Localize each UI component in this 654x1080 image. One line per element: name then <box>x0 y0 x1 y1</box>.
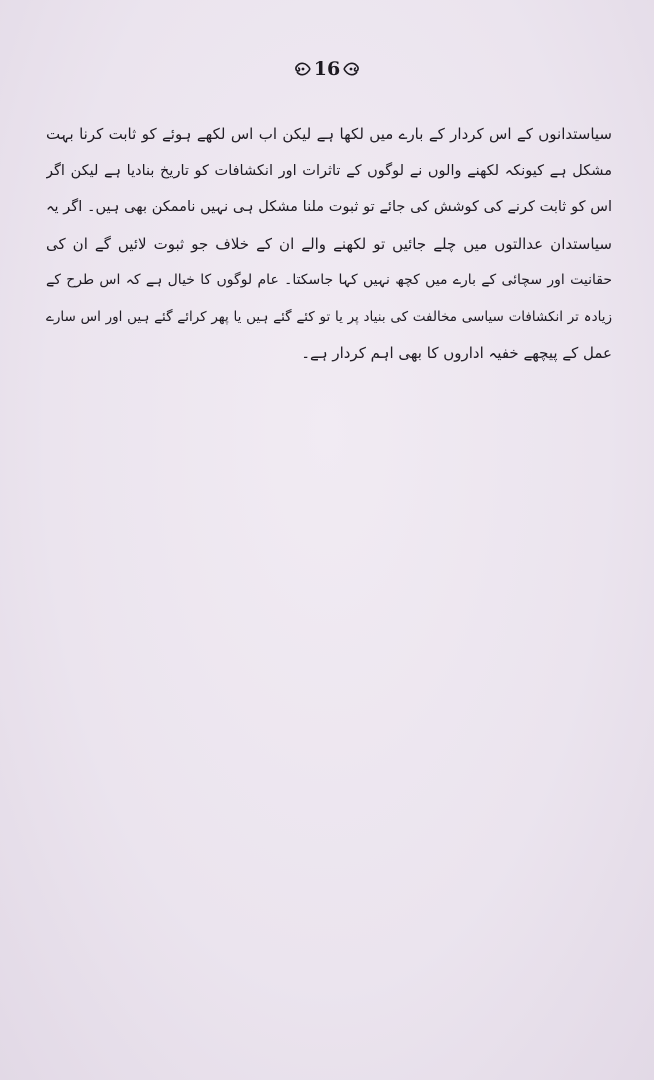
page-number: 16 <box>313 58 341 80</box>
text-line: مشکل ہے کیونکہ لکھنے والوں نے لوگوں کے تاثرات اور انکشافات کو تاریخ بنادیا ہے لیکن اگر <box>46 162 612 179</box>
text-line: اس کو ثابت کرنے کی کوشش کی جائے تو ثبوت ملنا مشکل ہی نہیں ناممکن بھی ہیں۔ اگر یہ <box>46 199 612 215</box>
text-line: زیادہ تر انکشافات سیاسی مخالفت کی بنیاد پر یا تو کئے گئے ہیں یا پھر کرائے گئے ہیں اور اس سارے <box>46 308 612 325</box>
text-line: سیاستدانوں کے اس کردار کے بارے میں لکھا ہے لیکن اب اس لکھے ہوئے کو ثابت کرنا بہت <box>46 125 612 143</box>
ornament-left-icon <box>294 58 312 80</box>
body-paragraph <box>46 116 612 372</box>
text-line: حقانیت اور سچائی کے بارے میں کچھ نہیں کہا جاسکتا۔ عام لوگوں کا خیال ہے کہ اس طرح کے <box>46 272 612 288</box>
text-line: عمل کے پیچھے خفیہ اداروں کا بھی اہم کردار ہے۔ <box>301 344 612 362</box>
text-line: سیاستدان عدالتوں میں چلے جائیں تو لکھنے والے ان کے خلاف جو ثبوت لائیں گے ان کی <box>46 234 612 253</box>
ornament-right-icon <box>342 58 360 80</box>
page-number-header <box>0 58 654 80</box>
